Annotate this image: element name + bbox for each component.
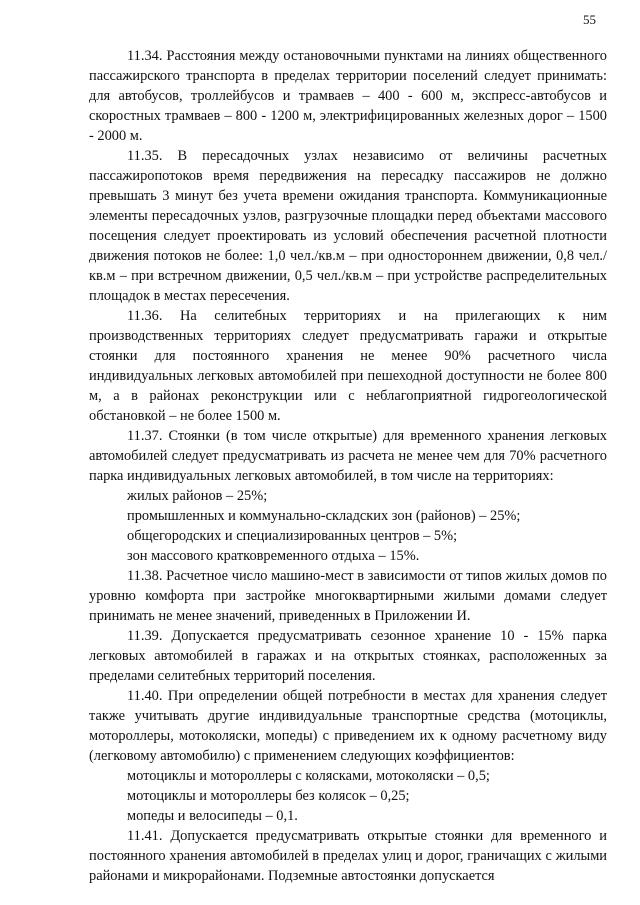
- paragraph-11-35: 11.35. В пересадочных узлах независимо от величины расчетных пассажиропотоков время передвижения на пересадку пассажиров не должно превышать 3 минут без учета времени ожидания транспорта. Коммуникационные элементы пересадочных узлов, разгрузочные площадки перед объектами массового посещения следует проектировать из условий обеспечения расчетной плотности движения потоков не более: 1,0 чел./кв.м – при одностороннем движении, 0,8 чел./кв.м – при встречном движении, 0,5 чел./кв.м – при устройстве распределительных площадок в местах пересечения.: [89, 148, 607, 304]
- list-item: зон массового кратковременного отдыха – 15%.: [127, 548, 420, 564]
- page-body: [89, 46, 607, 886]
- paragraph-11-39: 11.39. Допускается предусматривать сезонное хранение 10 - 15% парка легковых автомобилей в гаражах и на открытых стоянках, расположенных за пределами селитебных территорий поселения.: [89, 628, 607, 684]
- page-number: 55: [583, 12, 596, 27]
- paragraph-11-34: 11.34. Расстояния между остановочными пунктами на линиях общественного пассажирского транспорта в пределах территории поселений следует принимать: для автобусов, троллейбусов и трамваев – 400 - 600 м, экспресс-автобусов и скоростных трамваев – 800 - 1200 м, электрифицированных железных дорог – 1500 - 2000 м.: [89, 48, 607, 144]
- paragraph-11-37: 11.37. Стоянки (в том числе открытые) для временного хранения легковых автомобилей следует предусматривать из расчета не менее чем для 70% расчетного парка индивидуальных легковых автомобилей, в том числе на территориях:: [89, 428, 607, 484]
- list-item: жилых районов – 25%;: [127, 488, 268, 504]
- paragraph-11-38: 11.38. Расчетное число машино-мест в зависимости от типов жилых домов по уровню комфорта при застройке многоквартирными жилыми домами следует принимать не менее значений, приведенных в Приложении И.: [89, 568, 607, 624]
- list-item: промышленных и коммунально-складских зон (районов) – 25%;: [127, 508, 521, 524]
- paragraph-11-41: 11.41. Допускается предусматривать открытые стоянки для временного и постоянного хранения автомобилей в пределах улиц и дорог, граничащих с жилыми районами и микрорайонами. Подземные автостоянки допускается: [89, 828, 607, 884]
- paragraph-11-40: 11.40. При определении общей потребности в местах для хранения следует также учитывать другие индивидуальные транспортные средства (мотоциклы, мотороллеры, мотоколяски, мопеды) с приведением их к одному расчетному виду (легковому автомобилю) с применением следующих коэффициентов:: [89, 688, 607, 764]
- list-item: мотоциклы и мотороллеры без колясок – 0,25;: [127, 788, 410, 804]
- list-item: мопеды и велосипеды – 0,1.: [127, 808, 298, 824]
- paragraph-11-36: 11.36. На селитебных территориях и на прилегающих к ним производственных территориях следует предусматривать гаражи и открытые стоянки для постоянного хранения не менее 90% расчетного числа индивидуальных легковых автомобилей при пешеходной доступности не более 800 м, а в районах реконструкции или с неблагоприятной гидрогеологической обстановкой – не более 1500 м.: [89, 308, 607, 424]
- list-item: мотоциклы и мотороллеры с колясками, мотоколяски – 0,5;: [127, 768, 490, 784]
- list-item: общегородских и специализированных центров – 5%;: [127, 528, 458, 544]
